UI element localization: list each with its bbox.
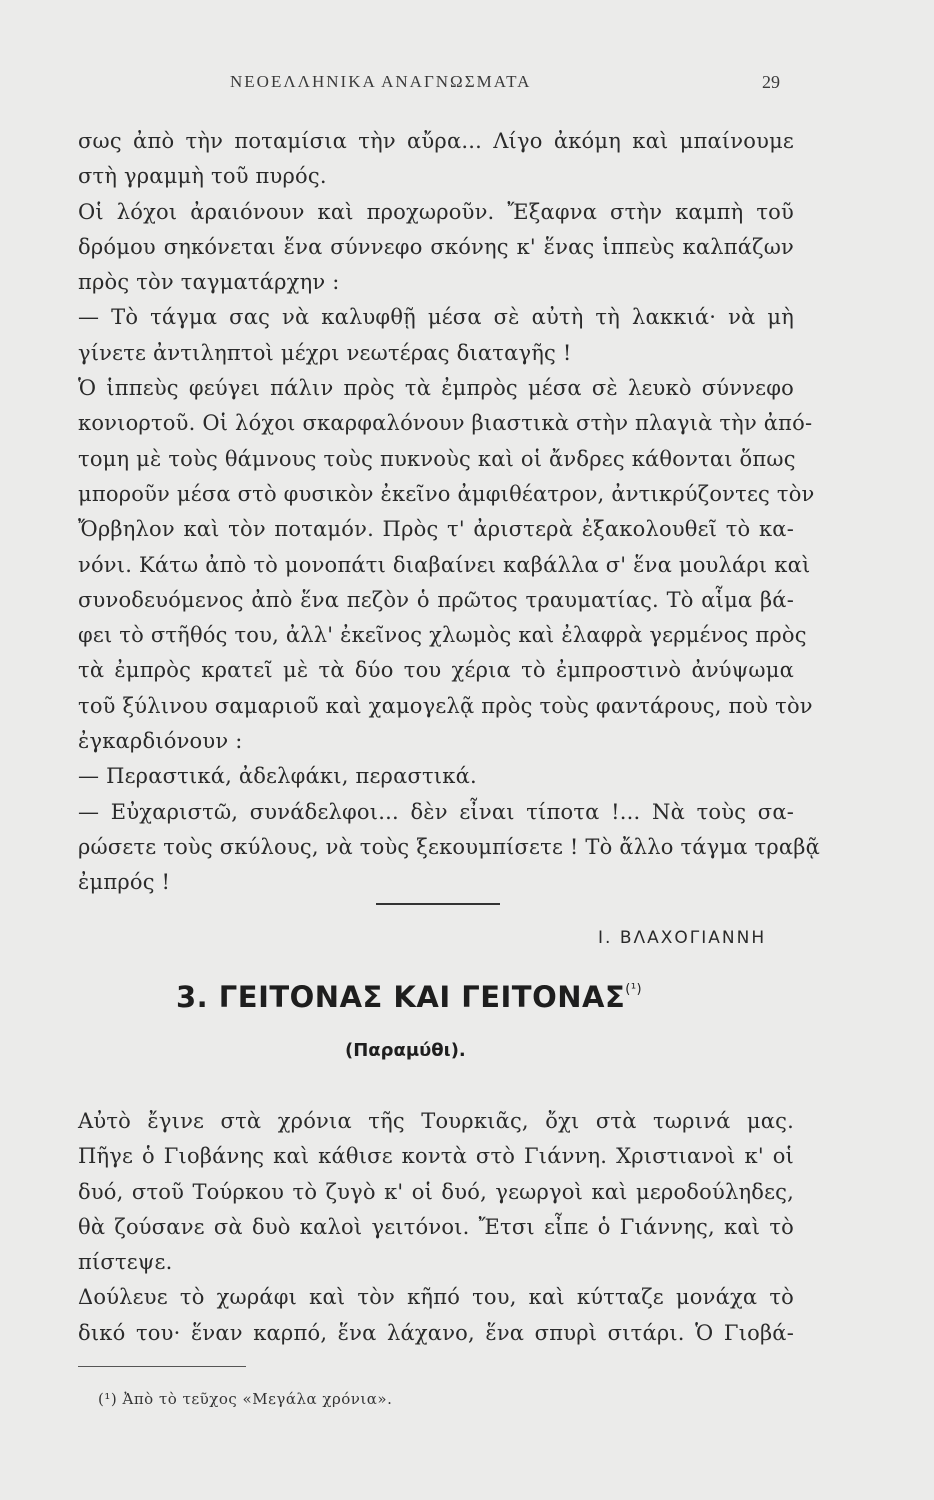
text-line: Δούλευε τὸ χωράφι καὶ τὸν κῆπό του, καὶ κύτταζε μονάχα τὸ bbox=[78, 1285, 794, 1310]
author-signature: Ι. ΒΛΑΧΟΓΙΑΝΝΗ bbox=[598, 928, 767, 948]
text-line: Οἱ λόχοι ἀραιόνουν καὶ προχωροῦν. Ἔξαφνα στὴν καμπὴ τοῦ bbox=[78, 199, 794, 224]
section-title bbox=[176, 980, 642, 1014]
text-line: δυό, στοῦ Τούρκου τὸ ζυγὸ κ' οἱ δυό, γεωργοὶ καὶ μεροδούληδες, bbox=[78, 1179, 794, 1204]
text-line: Ὄρβηλον καὶ τὸν ποταμόν. Πρὸς τ' ἀριστερὰ ἐξακολουθεῖ τὸ κα- bbox=[78, 517, 794, 542]
text-line: — Εὐχαριστῶ, συνάδελφοι... δὲν εἶναι τίποτα !... Νὰ τοὺς σα- bbox=[78, 799, 794, 824]
text-line: δρόμου σηκόνεται ἕνα σύννεφο σκόνης κ' ἕνας ἱππεὺς καλπάζων bbox=[78, 234, 794, 259]
footnote-mark: (¹) bbox=[625, 982, 643, 997]
text-line: ρώσετε τοὺς σκύλους, νὰ τοὺς ξεκουμπίσετε ! Τὸ ἄλλο τάγμα τραβᾷ bbox=[78, 834, 820, 859]
text-line: ἐμπρός ! bbox=[78, 870, 171, 895]
text-line: Αὐτὸ ἔγινε στὰ χρόνια τῆς Τουρκιᾶς, ὄχι στὰ τωρινά μας. bbox=[78, 1109, 794, 1133]
text-line: σως ἀπὸ τὴν ποταμίσια τὴν αὔρα... Λίγο ἀκόμη καὶ μπαίνουμε bbox=[78, 129, 794, 153]
text-line: Πῆγε ὁ Γιοβάνης καὶ κάθισε κοντὰ στὸ Γιάννη. Χριστιανοὶ κ' οἱ bbox=[78, 1144, 794, 1169]
running-title: ΝΕΟΕΛΛΗΝΙΚΑ ΑΝΑΓΝΩΣΜΑΤΑ bbox=[230, 72, 532, 91]
text-line: θὰ ζούσανε σὰ δυὸ καλοὶ γειτόνοι. Ἔτσι εἶπε ὁ Γιάννης, καὶ τὸ bbox=[78, 1214, 794, 1239]
text-line: γίνετε ἀντιληπτοὶ μέχρι νεωτέρας διαταγῆς ! bbox=[78, 340, 572, 365]
story-text bbox=[78, 124, 820, 901]
section-divider bbox=[376, 903, 500, 905]
text-line: τὰ ἐμπρὸς κρατεῖ μὲ τὰ δύο του χέρια τὸ ἐμπροστινὸ ἀνύψωμα bbox=[78, 658, 794, 683]
text-line: στὴ γραμμὴ τοῦ πυρός. bbox=[78, 164, 327, 189]
text-line: μποροῦν μέσα στὸ φυσικὸν ἐκεῖνο ἀμφιθέατρον, ἀντικρύζοντες τὸν bbox=[78, 481, 815, 506]
text-line: ἐγκαρδιόνουν : bbox=[78, 729, 243, 754]
footnote-divider bbox=[78, 1366, 246, 1367]
text-line: πίστεψε. bbox=[78, 1250, 173, 1275]
text-line: — Περαστικά, ἀδελφάκι, περαστικά. bbox=[78, 764, 477, 789]
text-line: τοῦ ξύλινου σαμαριοῦ καὶ χαμογελᾷ πρὸς τοὺς φαντάρους, ποὺ τὸν bbox=[78, 693, 813, 718]
text-line: νόνι. Κάτω ἀπὸ τὸ μονοπάτι διαβαίνει καβάλλα σ' ἕνα μουλάρι καὶ bbox=[78, 552, 811, 577]
text-line: πρὸς τὸν ταγματάρχην : bbox=[78, 270, 340, 295]
tale-text bbox=[78, 1104, 794, 1351]
page-number: 29 bbox=[762, 72, 780, 92]
text-line: — Τὸ τάγμα σας νὰ καλυφθῇ μέσα σὲ αὐτὴ τὴ λακκιά· νὰ μὴ bbox=[78, 305, 794, 330]
text-line: συνοδευόμενος ἀπὸ ἕνα πεζὸν ὁ πρῶτος τραυματίας. Τὸ αἷμα βά- bbox=[78, 587, 794, 612]
text-line: φει τὸ στῆθός του, ἀλλ' ἐκεῖνος χλωμὸς καὶ ἐλαφρὰ γερμένος πρὸς bbox=[78, 623, 807, 648]
text-line: δικό του· ἕναν καρπό, ἕνα λάχανο, ἕνα σπυρὶ σιτάρι. Ὁ Γιοβά- bbox=[78, 1320, 794, 1345]
text-line: Ὁ ἱππεὺς φεύγει πάλιν πρὸς τὰ ἐμπρὸς μέσα σὲ λευκὸ σύννεφο bbox=[78, 376, 794, 401]
footnote: (¹) Ἀπὸ τὸ τεῦχος «Μεγάλα χρόνια». bbox=[98, 1390, 393, 1408]
section-title-text: 3. ΓΕΙΤΟΝΑΣ ΚΑΙ ΓΕΙΤΟΝΑΣ bbox=[176, 980, 626, 1014]
text-line: τομη μὲ τοὺς θάμνους τοὺς πυκνοὺς καὶ οἱ ἄνδρες κάθονται ὅπως bbox=[78, 446, 796, 471]
section-subtitle: (Παραμύθι). bbox=[345, 1040, 466, 1061]
text-line: κονιορτοῦ. Οἱ λόχοι σκαρφαλόνουν βιαστικὰ στὴν πλαγιὰ τὴν ἀπό- bbox=[78, 411, 813, 436]
